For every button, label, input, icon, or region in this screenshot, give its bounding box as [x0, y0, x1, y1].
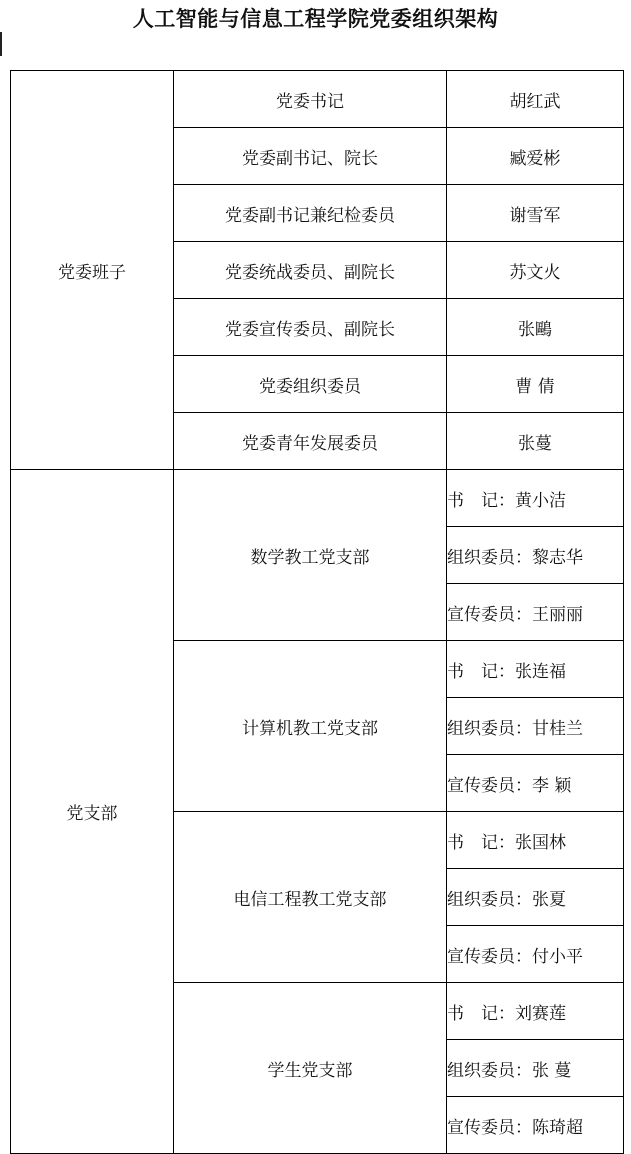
page-title: 人工智能与信息工程学院党委组织架构 [132, 6, 499, 31]
member-name: 李 颖 [532, 775, 572, 796]
member-title: 书 记： [447, 1003, 515, 1024]
org-structure-table [10, 70, 624, 1154]
branch-member [447, 470, 624, 527]
page-edge-marker [0, 32, 2, 56]
committee-member-name: 胡红武 [447, 71, 624, 128]
committee-role: 党委组织委员 [174, 356, 447, 413]
branch-member [447, 584, 624, 641]
committee-role: 党委统战委员、副院长 [174, 242, 447, 299]
member-name: 黎志华 [532, 547, 583, 568]
member-name: 付小平 [532, 946, 583, 967]
member-name: 王丽丽 [532, 604, 583, 625]
member-title: 组织委员： [447, 547, 532, 568]
member-name: 张国林 [515, 832, 566, 853]
member-name: 陈琦超 [532, 1117, 583, 1138]
member-title: 宣传委员： [447, 946, 532, 967]
member-title: 书 记： [447, 661, 515, 682]
member-name: 刘赛莲 [515, 1003, 566, 1024]
committee-member-name: 曹 倩 [447, 356, 624, 413]
committee-role: 党委副书记兼纪检委员 [174, 185, 447, 242]
committee-group-label: 党委班子 [11, 71, 174, 470]
branch-name: 计算机教工党支部 [174, 641, 447, 812]
branch-member [447, 812, 624, 869]
member-title: 组织委员： [447, 718, 532, 739]
member-title: 组织委员： [447, 889, 532, 910]
member-name: 甘桂兰 [532, 718, 583, 739]
member-title: 宣传委员： [447, 1117, 532, 1138]
committee-member-name: 谢雪军 [447, 185, 624, 242]
committee-member-name: 苏文火 [447, 242, 624, 299]
branch-name: 学生党支部 [174, 983, 447, 1154]
member-name: 张 蔓 [532, 1060, 572, 1081]
branch-member [447, 1097, 624, 1154]
committee-member-name: 张鷗 [447, 299, 624, 356]
member-name: 黄小洁 [515, 490, 566, 511]
branch-name: 数学教工党支部 [174, 470, 447, 641]
branch-row [11, 470, 624, 527]
branches-group-label: 党支部 [11, 470, 174, 1154]
branch-member [447, 983, 624, 1040]
branch-member [447, 926, 624, 983]
member-title: 宣传委员： [447, 604, 532, 625]
branch-member [447, 641, 624, 698]
member-title: 宣传委员： [447, 775, 532, 796]
committee-member-name: 张蔓 [447, 413, 624, 470]
committee-row [11, 71, 624, 128]
branch-member [447, 869, 624, 926]
committee-member-name: 臧爱彬 [447, 128, 624, 185]
branch-member [447, 527, 624, 584]
branch-member [447, 755, 624, 812]
branch-name: 电信工程教工党支部 [174, 812, 447, 983]
committee-role: 党委青年发展委员 [174, 413, 447, 470]
member-title: 组织委员： [447, 1060, 532, 1081]
branch-member [447, 1040, 624, 1097]
member-title: 书 记： [447, 490, 515, 511]
committee-role: 党委副书记、院长 [174, 128, 447, 185]
member-title: 书 记： [447, 832, 515, 853]
branch-member [447, 698, 624, 755]
member-name: 张夏 [532, 889, 566, 910]
committee-role: 党委宣传委员、副院长 [174, 299, 447, 356]
committee-role: 党委书记 [174, 71, 447, 128]
member-name: 张连福 [515, 661, 566, 682]
